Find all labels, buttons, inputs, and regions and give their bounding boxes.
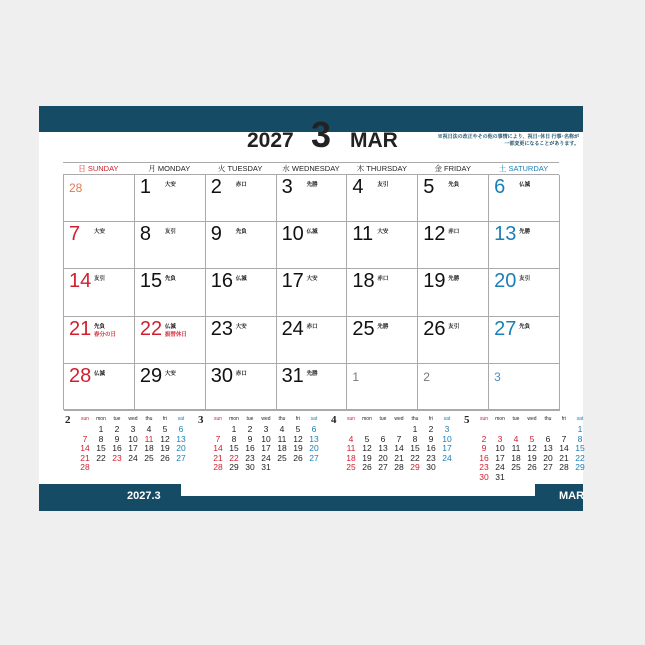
day-cell [277,175,348,222]
rokuyo-label: 大安 [94,229,106,236]
rokuyo-label: 大安 [164,182,176,188]
mini-day: 6 [178,424,184,434]
mini-day: 5 [162,424,168,434]
day-cell [347,364,418,411]
holiday-label: 春分の日 [94,331,117,338]
day-number: 4 [352,176,364,198]
mini-weekday: fri [561,416,567,422]
mini-weekday: mon [495,416,505,422]
mini-weekday: wed [128,416,138,422]
rokuyo-label: 先勝 [377,323,389,330]
mini-weekday: tue [246,416,254,422]
mini-day: 15 [575,443,585,453]
mini-day: 25 [277,452,287,463]
mini-day: 12 [293,433,303,444]
day-cell [277,269,348,316]
footer-month: MAR [559,490,585,502]
rokuyo-label: 仏滅 [306,229,318,236]
mini-day: 17 [261,443,271,453]
holiday-label: 振替休日 [164,331,187,338]
mini-day: 2 [428,424,434,434]
rokuyo-label: 先負 [94,323,106,330]
mini-day: 11 [277,433,287,444]
mini-day: 3 [444,424,450,434]
mini-weekday: sun [479,416,489,422]
day-number: 8 [139,223,151,246]
rokuyo-label: 仏滅 [519,182,531,188]
mini-month-number: 3 [198,414,204,426]
mini-day: 28 [213,462,223,472]
mini-day: 19 [362,452,372,463]
mini-weekday: sat [443,416,451,422]
mini-day: 20 [309,443,319,453]
mini-day: 4 [279,424,285,434]
mini-day: 22 [575,452,585,463]
mini-day: 13 [543,443,553,453]
mini-day: 19 [293,443,303,453]
rokuyo-label: 先負 [235,229,247,236]
mini-day: 7 [561,433,567,444]
rokuyo-label: 先勝 [519,229,531,236]
mini-weekday: thu [544,416,552,422]
mini-weekday: fri [162,416,168,422]
mini-weekday: fri [295,416,301,422]
day-number: 10 [281,223,304,246]
mini-day: 8 [577,433,583,444]
mini-day: 7 [215,433,221,444]
day-number: 6 [494,176,506,198]
day-number: 31 [281,364,304,387]
day-number: 28 [69,364,92,387]
month-grid [63,174,559,410]
day-number: 5 [423,176,435,198]
mini-day: 19 [160,443,170,453]
weekday-header: 金 FRIDAY [434,164,471,173]
month-number: 3 [311,114,332,155]
mini-weekday: tue [512,416,520,422]
day-cell [347,269,418,316]
day-cell [277,364,348,411]
mini-day: 18 [346,452,356,463]
mini-day: 21 [394,452,404,463]
mini-day: 25 [511,462,521,472]
mini-day: 14 [80,443,90,453]
mini-day: 26 [527,462,537,472]
mini-day: 22 [410,452,420,463]
mini-day: 24 [495,462,505,472]
mini-day: 27 [378,462,388,472]
mini-day: 23 [479,462,489,472]
rokuyo-label: 大安 [377,229,389,236]
mini-day: 30 [245,462,255,472]
rokuyo-label: 友引 [377,182,389,188]
mini-day: 28 [394,462,404,472]
day-number: 23 [210,317,233,340]
mini-day: 31 [261,462,271,472]
mini-day: 6 [545,433,551,444]
holiday-note [429,134,579,148]
day-number: 18 [352,270,375,293]
mini-day: 3 [130,424,136,434]
mini-day: 27 [176,452,186,463]
day-number: 2 [423,369,430,384]
day-number: 9 [210,223,222,246]
holiday-note-line1: ※祝日法の改正やその他の事情により、祝日･休日 行事･名称が [437,134,579,140]
mini-weekday: thu [278,416,286,422]
rokuyo-label: 先勝 [306,370,318,377]
mini-day: 23 [112,452,122,463]
mini-day: 1 [412,424,418,434]
day-cell [347,317,418,364]
mini-weekday: fri [428,416,434,422]
day-cell [64,175,135,222]
mini-day: 1 [231,424,237,434]
day-cell [489,317,560,364]
mini-day: 30 [479,471,489,482]
day-cell [489,269,560,316]
mini-month-number: 4 [331,414,337,426]
rokuyo-label: 赤口 [235,370,247,377]
day-cell [347,222,418,269]
mini-day: 6 [311,424,317,434]
mini-day: 30 [426,462,436,472]
day-cell [64,317,135,364]
mini-day: 1 [577,424,583,434]
mini-weekday: sat [576,416,584,422]
day-cell [206,222,277,269]
mini-weekday: wed [394,416,404,422]
mini-day: 21 [559,452,569,463]
mini-day: 18 [144,443,154,453]
mini-day: 24 [442,452,452,463]
day-number: 7 [69,223,81,246]
day-number: 24 [281,317,304,340]
day-cell [418,222,489,269]
day-cell [135,317,206,364]
mini-day: 11 [144,433,154,444]
mini-day: 26 [362,462,372,472]
mini-day: 16 [426,443,436,453]
mini-day: 17 [128,443,138,453]
mini-day: 17 [442,443,452,453]
weekday-header: 日 SUNDAY [78,164,119,173]
mini-day: 4 [146,424,152,434]
mini-day: 24 [261,452,271,463]
mini-weekday: sat [310,416,318,422]
rokuyo-label: 仏滅 [94,370,106,377]
day-cell [206,175,277,222]
mini-day: 11 [346,443,356,453]
mini-day: 16 [479,452,489,463]
day-cell [277,317,348,364]
mini-day: 4 [348,433,354,444]
mini-month-number: 5 [464,414,470,426]
mini-day: 29 [410,462,420,472]
mini-weekday: thu [145,416,153,422]
mini-day: 24 [128,452,138,463]
mini-day: 26 [160,452,170,463]
weekday-header: 水 WEDNESDAY [282,164,340,173]
day-number: 12 [423,223,446,246]
day-cell [489,175,560,222]
day-number: 26 [423,317,446,340]
mini-day: 10 [261,433,271,444]
mini-day: 8 [98,433,104,444]
mini-day: 23 [426,452,436,463]
day-cell [347,175,418,222]
mini-day: 29 [229,462,239,472]
day-cell [489,222,560,269]
rokuyo-label: 仏滅 [164,323,176,330]
mini-day: 13 [176,433,186,444]
mini-month-number: 2 [65,414,71,426]
mini-day: 20 [378,452,388,463]
mini-day: 10 [128,433,138,444]
footer-date: 2027.3 [127,490,161,502]
mini-day: 31 [495,471,505,482]
mini-weekday: tue [379,416,387,422]
mini-day: 7 [82,433,88,444]
mini-day: 28 [559,462,569,472]
mini-day: 10 [495,443,505,453]
mini-day: 18 [277,443,287,453]
mini-day: 3 [263,424,269,434]
mini-day: 5 [295,424,301,434]
month-name: MAR [350,129,398,152]
mini-day: 2 [114,424,120,434]
mini-day: 26 [293,452,303,463]
mini-day: 8 [412,433,418,444]
mini-day: 5 [529,433,535,444]
day-number: 28 [69,181,83,195]
mini-weekday: sat [177,416,185,422]
bottom-tab [181,484,535,496]
day-number: 3 [494,369,501,384]
rokuyo-label: 赤口 [377,276,389,283]
rokuyo-label: 大安 [235,323,247,330]
mini-day: 29 [575,462,585,472]
mini-day: 8 [231,433,237,444]
mini-day: 5 [364,433,370,444]
mini-day: 21 [80,452,90,463]
mini-day: 23 [245,452,255,463]
mini-day: 13 [309,433,319,444]
mini-weekday: mon [96,416,106,422]
day-number: 14 [69,270,92,293]
day-cell [206,364,277,411]
mini-day: 13 [378,443,388,453]
day-cell [206,269,277,316]
rokuyo-label: 友引 [94,276,106,283]
mini-weekday: thu [411,416,419,422]
mini-day: 21 [213,452,223,463]
mini-day: 12 [362,443,372,453]
mini-day: 16 [245,443,255,453]
mini-weekday: mon [229,416,239,422]
day-number: 25 [352,317,375,340]
mini-calendars [63,410,585,482]
mini-day: 4 [513,433,519,444]
rokuyo-label: 先負 [448,182,460,188]
mini-day: 3 [497,433,503,444]
mini-day: 17 [495,452,505,463]
mini-day: 20 [543,452,553,463]
mini-day: 28 [80,462,90,472]
day-number: 11 [352,223,374,246]
rokuyo-label: 大安 [164,370,176,377]
mini-day: 25 [144,452,154,463]
day-cell [418,175,489,222]
rokuyo-label: 先勝 [306,182,318,188]
day-number: 2 [210,176,222,198]
day-cell [418,364,489,411]
day-number: 19 [423,270,446,293]
mini-day: 15 [410,443,420,453]
weekday-header: 月 MONDAY [148,164,191,173]
day-number: 1 [352,369,360,384]
rokuyo-label: 赤口 [306,323,318,330]
day-cell [64,222,135,269]
mini-weekday: sun [346,416,356,422]
year-label: 2027 [247,129,294,152]
mini-weekday: wed [261,416,271,422]
mini-day: 9 [247,433,253,444]
mini-day: 20 [176,443,186,453]
mini-day: 10 [442,433,452,444]
day-number: 30 [210,364,233,387]
mini-day: 27 [309,452,319,463]
mini-day: 14 [213,443,223,453]
rokuyo-label: 先負 [519,323,531,330]
mini-day: 15 [229,443,239,453]
mini-day: 11 [511,443,521,453]
holiday-note-line2: 一部変更になることがあります。 [504,141,579,147]
mini-day: 2 [481,433,487,444]
day-cell [135,269,206,316]
day-cell [135,222,206,269]
mini-day: 15 [96,443,106,453]
mini-day: 9 [114,433,120,444]
rokuyo-label: 仏滅 [235,276,247,283]
day-cell [64,269,135,316]
day-number: 29 [139,364,163,387]
day-cell [418,317,489,364]
rokuyo-label: 赤口 [448,229,460,236]
rokuyo-label: 友引 [519,276,531,283]
rokuyo-label: 先勝 [448,276,460,283]
rokuyo-label: 友引 [164,229,176,236]
mini-day: 2 [247,424,253,434]
mini-day: 14 [394,443,404,453]
wall-calendar [39,106,583,511]
day-number: 22 [139,317,163,340]
day-number: 1 [139,176,151,198]
mini-weekday: sun [80,416,90,422]
mini-day: 12 [160,433,170,444]
day-number: 17 [281,270,304,293]
mini-day: 6 [380,433,386,444]
rokuyo-label: 大安 [306,276,318,283]
day-cell [64,364,135,411]
mini-day: 18 [511,452,521,463]
day-number: 13 [494,223,517,246]
weekday-header: 土 SATURDAY [498,164,549,173]
day-number: 3 [281,176,293,198]
rokuyo-label: 赤口 [235,182,247,188]
mini-weekday: wed [527,416,537,422]
day-number: 16 [210,270,233,293]
mini-weekday: mon [362,416,372,422]
day-cell [277,222,348,269]
day-cell [135,364,206,411]
day-number: 21 [69,317,92,340]
rokuyo-label: 友引 [448,323,460,330]
day-number: 20 [494,270,517,293]
rokuyo-label: 先負 [164,276,176,283]
day-number: 27 [494,317,517,340]
mini-weekday: sun [213,416,223,422]
mini-day: 12 [527,443,537,453]
mini-day: 27 [543,462,553,472]
mini-day: 22 [96,452,106,463]
mini-day: 9 [481,443,487,453]
mini-day: 9 [428,433,434,444]
mini-day: 1 [98,424,104,434]
weekday-header: 木 THURSDAY [356,164,407,173]
mini-day: 14 [559,443,569,453]
mini-day: 7 [396,433,402,444]
mini-day: 22 [229,452,239,463]
weekday-header: 火 TUESDAY [217,164,263,173]
mini-weekday: tue [113,416,121,422]
day-cell [206,317,277,364]
day-number: 15 [139,270,163,293]
mini-day: 16 [112,443,122,453]
day-cell [418,269,489,316]
day-cell [135,175,206,222]
day-cell [489,364,560,411]
mini-day: 19 [527,452,537,463]
mini-day: 25 [346,462,356,472]
